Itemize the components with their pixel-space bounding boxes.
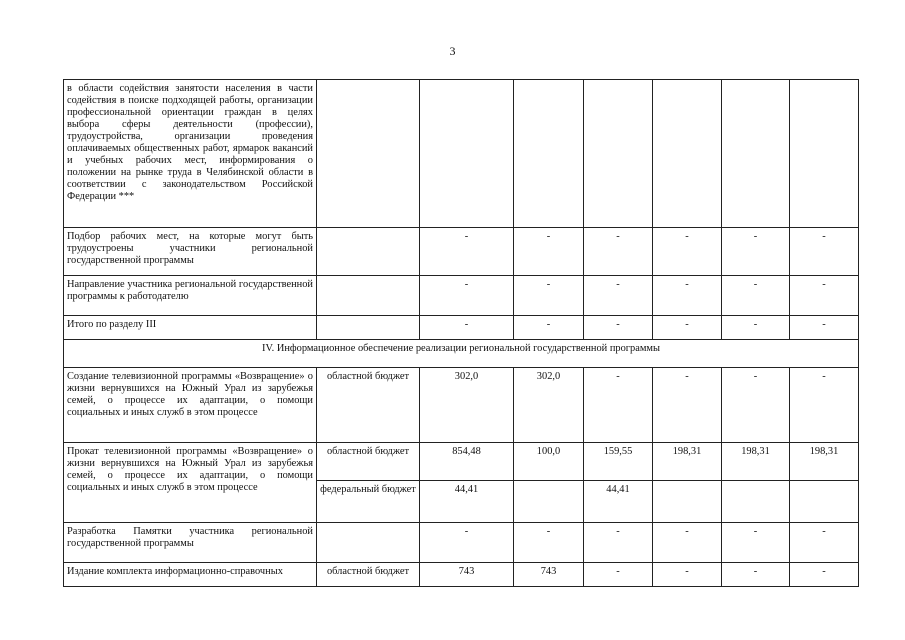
value-year <box>722 80 790 228</box>
value-year: - <box>653 368 722 443</box>
value-year: - <box>722 368 790 443</box>
value-year: 198,31 <box>653 443 722 481</box>
value-year: - <box>653 523 722 563</box>
value-year: - <box>653 276 722 316</box>
value-total: 743 <box>420 563 514 587</box>
value-total: - <box>420 316 514 340</box>
value-year: 100,0 <box>514 443 584 481</box>
funding-source <box>317 228 420 276</box>
funding-source <box>317 316 420 340</box>
value-year: - <box>514 523 584 563</box>
value-year: - <box>722 316 790 340</box>
value-year: - <box>584 368 653 443</box>
activity-name: Подбор рабочих мест, на которые могут быть трудоустроены участники региональной государственной программы <box>64 228 317 276</box>
value-year: - <box>722 276 790 316</box>
funding-source: областной бюджет <box>317 563 420 587</box>
value-year: 159,55 <box>584 443 653 481</box>
value-total: - <box>420 523 514 563</box>
value-total: 854,48 <box>420 443 514 481</box>
table-row <box>64 563 859 587</box>
value-total: - <box>420 276 514 316</box>
page-number: 3 <box>449 44 456 58</box>
table-row <box>64 228 859 276</box>
activity-name: Разработка Памятки участника региональной государственной программы <box>64 523 317 563</box>
value-year: - <box>584 276 653 316</box>
value-year: - <box>653 228 722 276</box>
value-year: - <box>584 228 653 276</box>
section-heading: IV. Информационное обеспечение реализации региональной государственной программы <box>64 340 859 368</box>
value-year <box>722 481 790 523</box>
value-year: - <box>790 563 859 587</box>
funding-source: федеральный бюджет <box>317 481 420 523</box>
value-year <box>790 481 859 523</box>
value-year: 198,31 <box>790 443 859 481</box>
value-year: - <box>584 523 653 563</box>
funding-source: областной бюджет <box>317 443 420 481</box>
section-total-label: Итого по разделу III <box>64 316 317 340</box>
activity-name: Прокат телевизионной программы «Возвращение» о жизни вернувшихся на Южный Урал из зарубежья семей, о процессе их адаптации, о помощи социальных и иных служб в этом процессе <box>64 443 317 523</box>
value-year: 302,0 <box>514 368 584 443</box>
table-row <box>64 80 859 228</box>
value-year: - <box>722 523 790 563</box>
value-year: - <box>514 276 584 316</box>
budget-table <box>63 79 859 587</box>
value-year <box>653 80 722 228</box>
value-year <box>514 481 584 523</box>
value-year: - <box>722 228 790 276</box>
activity-name: Издание комплекта информационно-справочных <box>64 563 317 587</box>
table-row <box>64 316 859 340</box>
value-year: - <box>790 228 859 276</box>
value-total <box>420 80 514 228</box>
value-year: - <box>790 523 859 563</box>
funding-source <box>317 276 420 316</box>
value-year: - <box>514 228 584 276</box>
value-year: 198,31 <box>722 443 790 481</box>
value-year: - <box>653 563 722 587</box>
funding-source <box>317 523 420 563</box>
value-year: 743 <box>514 563 584 587</box>
table-row <box>64 523 859 563</box>
value-year: - <box>722 563 790 587</box>
activity-name: в области содействия занятости населения в части содействия в поиске подходящей работы, организации профессиональной ориентации граждан в целях выбора сферы деятельности (профессии), трудоустройства, организации проведения оплачиваемых общественных работ, ярмарок вакансий и учебных рабочих мест, информирования о положении на рынке труда в Челябинской области в соответствии с законодательством Российской Федерации *** <box>64 80 317 228</box>
value-year: - <box>790 276 859 316</box>
value-year <box>584 80 653 228</box>
value-year <box>790 80 859 228</box>
activity-name: Направление участника региональной государственной программы к работодателю <box>64 276 317 316</box>
table-row <box>64 368 859 443</box>
value-year: - <box>790 368 859 443</box>
value-year: - <box>514 316 584 340</box>
value-year: - <box>584 563 653 587</box>
value-total: 44,41 <box>420 481 514 523</box>
activity-name: Создание телевизионной программы «Возвращение» о жизни вернувшихся на Южный Урал из зарубежья семей, о процессе их адаптации, о помощи социальных и иных служб в этом процессе <box>64 368 317 443</box>
value-year <box>653 481 722 523</box>
table-row <box>64 443 859 481</box>
value-year <box>514 80 584 228</box>
value-year: - <box>584 316 653 340</box>
value-total: 302,0 <box>420 368 514 443</box>
value-year: - <box>653 316 722 340</box>
value-year: 44,41 <box>584 481 653 523</box>
funding-source: областной бюджет <box>317 368 420 443</box>
funding-source <box>317 80 420 228</box>
value-year: - <box>790 316 859 340</box>
value-total: - <box>420 228 514 276</box>
section-row <box>64 340 859 368</box>
table-row <box>64 276 859 316</box>
